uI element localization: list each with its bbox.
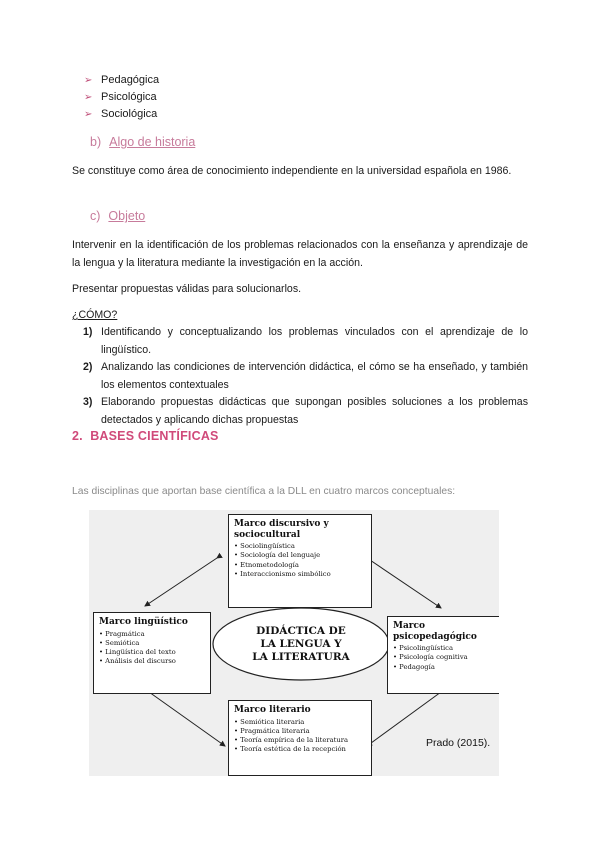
list-item: ➢ Psicológica	[84, 89, 159, 106]
box-marco-discursivo: Marco discursivo y sociocultural • Sociolingüística • Sociología del lenguaje • Etnometodología • Interaccionismo simbólico	[228, 514, 372, 608]
heading-algo-de-historia: b) Algo de historia	[90, 135, 196, 149]
heading-objeto: c) Objeto	[90, 209, 146, 223]
intro-text: Las disciplinas que aportan base científica a la DLL en cuatro marcos conceptuales:	[72, 486, 456, 497]
box-marco-literario: Marco literario • Semiótica literaria • Pragmática literaria • Teoría empírica de la literatura • Teoría estética de la recepción	[228, 700, 372, 776]
list-item: ➢ Pedagógica	[84, 72, 159, 89]
list-item: 2) Analizando las condiciones de intervención didáctica, el cómo se ha enseñado, y también los elementos contextuales	[83, 361, 528, 391]
center-label: DIDÁCTICA DE LA LENGUA Y LA LITERATURA	[252, 624, 350, 663]
figure-caption: Prado (2015).	[426, 737, 491, 749]
paragraph-historia: Se constituye como área de conocimiento independiente en la universidad española en 1986.	[72, 165, 512, 177]
arrow-top-left	[145, 558, 217, 606]
diagram-figure	[89, 510, 499, 776]
box-marco-psicopedagogico: Marco psicopedagógico • Psicolingüística • Psicología cognitiva • Pedagogía	[387, 616, 499, 694]
section-heading-bases-cientificas: 2. BASES CIENTÍFICAS	[72, 429, 219, 443]
como-heading: ¿CÓMO?	[72, 309, 118, 321]
arrow-bullet-icon: ➢	[84, 92, 93, 103]
arrow-bottom-left	[149, 692, 225, 746]
steps-list	[72, 324, 528, 429]
list-item: 3) Elaborando propuestas didácticas que supongan posibles soluciones a los problemas detectados y aplicando dichas propuestas	[83, 396, 528, 426]
list-item: 1) Identificando y conceptualizando los problemas vinculados con el aprendizaje de lo lingüístico.	[83, 326, 528, 356]
arrow-bullet-icon: ➢	[84, 109, 93, 120]
paragraph-objeto: Intervenir en la identificación de los problemas relacionados con la enseñanza y aprendizaje de la lengua y la literatura mediante la investigación en la acción.	[72, 239, 528, 269]
arrow-bullet-icon: ➢	[84, 75, 93, 86]
arrow-top-right	[367, 558, 441, 608]
paragraph-propuestas: Presentar propuestas válidas para solucionarlos.	[72, 283, 302, 295]
bullet-list	[84, 72, 159, 123]
box-marco-linguistico: Marco lingüístico • Pragmática • Semiótica • Lingüística del texto • Análisis del discurso	[93, 612, 211, 694]
list-item: ➢ Sociológica	[84, 106, 159, 123]
